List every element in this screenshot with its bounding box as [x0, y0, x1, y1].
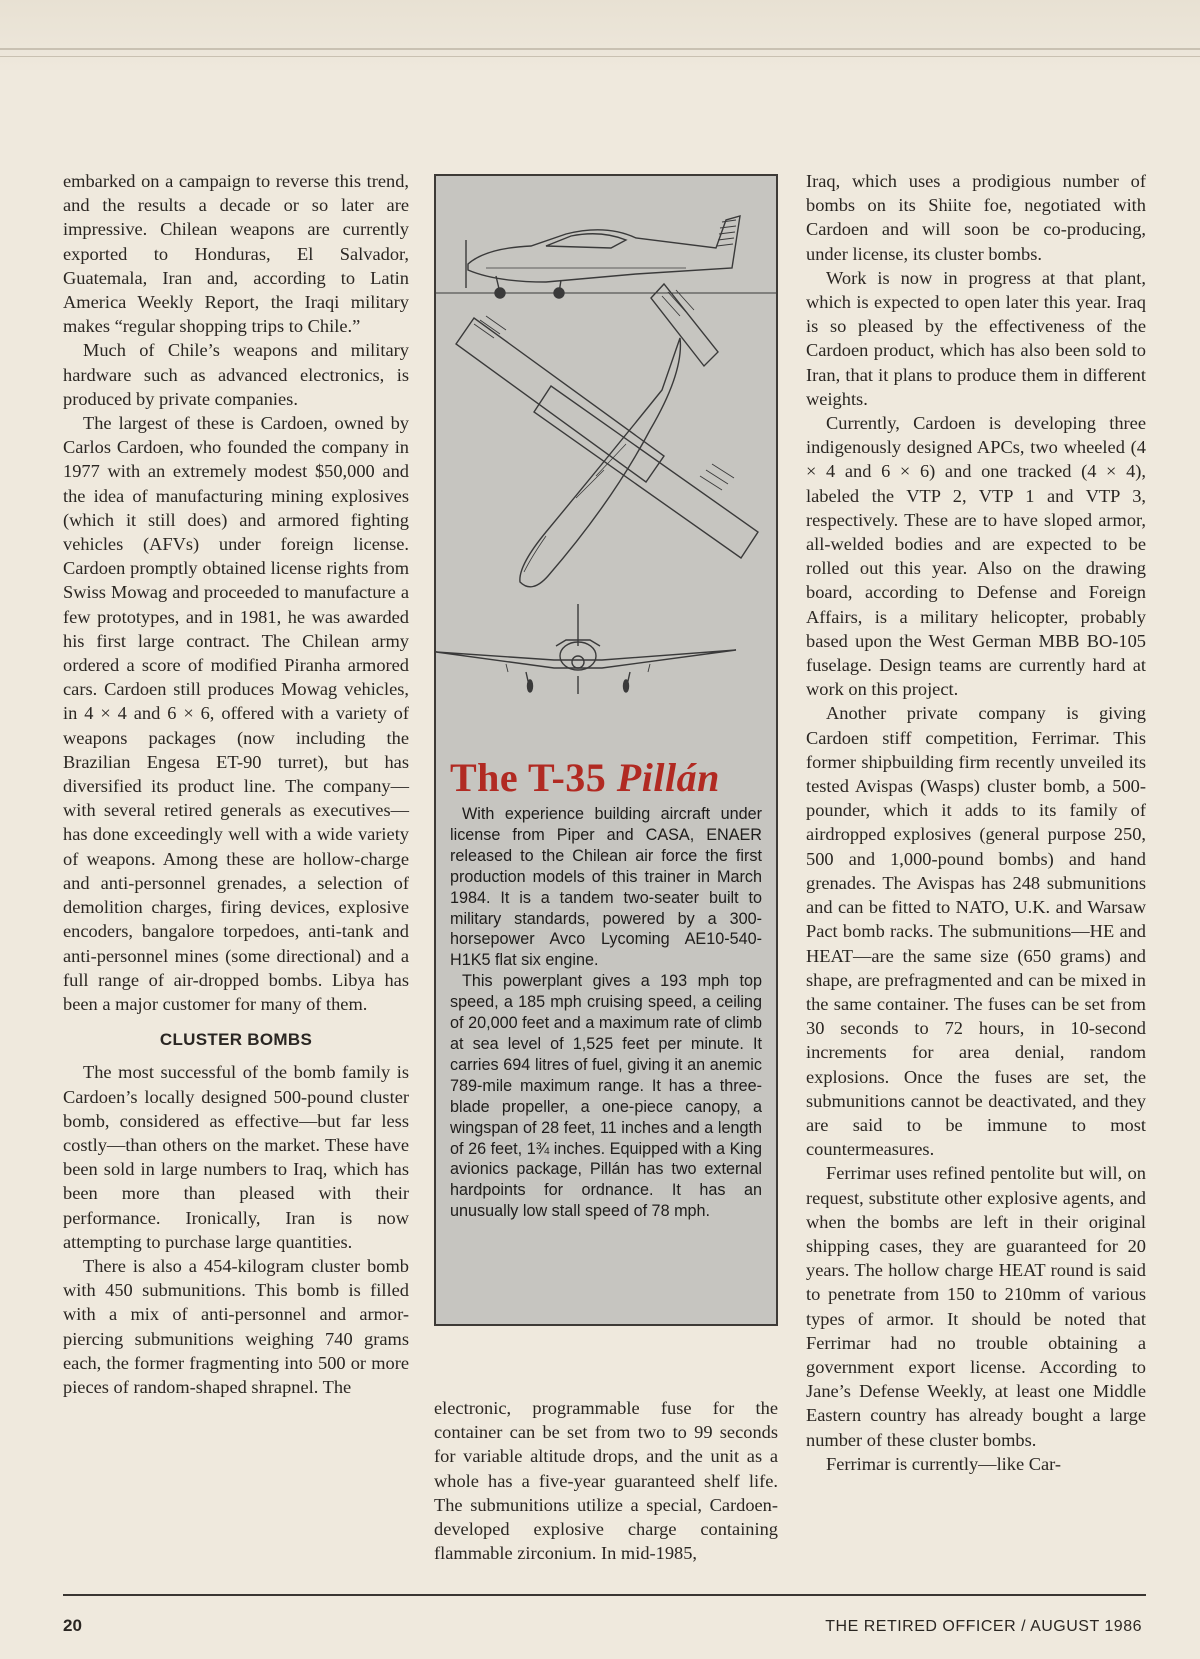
aircraft-drawings: [436, 176, 776, 756]
left-column: [63, 169, 409, 1399]
paragraph: Another private company is giving Cardoen stiff competition, Ferrimar. This former shipbuilding firm recently unveiled its tested Avispas (Wasps) cluster bomb, a 500-pounder, which it adds to its family of airdropped explosives (general purpose 250, 500 and 1,000-pound bombs) and hand grenades. The Avispas has 248 submunitions and can be fitted to NATO, U.K. and Warsaw Pact bomb racks. The submunitions—HE and HEAT—are the same size (650 grams) and shape, are prefragmented and can be mixed in the same container. The fuses can be set from 30 seconds to 72 hours, in 10-second increments for area denial, random explosions. Once the fuses are set, the submunitions cannot be deactivated, and they are said to be immune to most countermeasures.: [806, 703, 1146, 1160]
sidebar-title-italic: Pillán: [616, 755, 720, 800]
top-rule-thin: [0, 56, 1200, 57]
paragraph: Iraq, which uses a prodigious number of bombs on its Shiite foe, negotiated with Cardoen and will soon be co-producing, under license, its cluster bombs.: [806, 171, 1146, 264]
paragraph: Currently, Cardoen is developing three indigenously designed APCs, two wheeled (4 × 4 and 6 × 6) and one tracked (4 × 4), labeled the VTP 2, VTP 1 and VTP 3, respectively. These are to have sloped armor, all-welded bodies and are expected to be rolled out this year. Also on the drawing board, according to Defense and Foreign Affairs, is a military helicopter, probably based upon the West German MBB BO-105 fuselage. Design teams are currently hard at work on this project.: [806, 413, 1146, 700]
paragraph: This powerplant gives a 193 mph top speed, a 185 mph cruising speed, a ceiling of 20,000 feet and a maximum rate of climb at sea level of 1,525 feet per minute. It carries 694 litres of fuel, giving it an anemic 789-mile maximum range. It has a three-blade propeller, a one-piece canopy, a wingspan of 28 feet, 11 inches and a length of 26 feet, 1¾ inches. Equipped with a King avionics package, Pillán has two external hardpoints for ordnance. It has an unusually low stall speed of 78 mph.: [450, 972, 762, 1221]
page-number: 20: [63, 1616, 82, 1635]
publication-info: THE RETIRED OFFICER / AUGUST 1986: [825, 1618, 1142, 1635]
paragraph: Much of Chile’s weapons and military hardware such as advanced electronics, is produced by private companies.: [63, 340, 409, 409]
right-column: [806, 169, 1146, 1476]
paragraph: Ferrimar uses refined pentolite but will, on request, substitute other explosive agents, and when the bombs are left in their original shipping cases, they are guaranteed for 20 years. The hollow charge HEAT round is said to penetrate from 150 to 210mm of various types of armor. It should be noted that Ferrimar had no trouble obtaining a government export license. According to Jane’s Defense Weekly, at least one Middle Eastern country has already bought a large number of these cluster bombs.: [806, 1163, 1146, 1450]
paragraph: With experience building aircraft under license from Piper and CASA, ENAER released to the Chilean air force the first production models of this trainer in March 1984. It is a tandem two-seater built to military standards, powered by a 300-horsepower Avco Lycoming AE10-540-H1K5 flat six engine.: [450, 805, 762, 970]
sidebar-title: [450, 754, 770, 801]
paragraph: Work is now in progress at that plant, which is expected to open later this year. Iraq is so pleased by the effectiveness of the Cardoen product, which has also been sold to Iran, that it plans to produce them in different weights.: [806, 267, 1146, 409]
sidebar-body: [450, 804, 762, 1222]
aircraft-side-view: [436, 216, 776, 298]
sidebar-box: [434, 174, 778, 1326]
middle-column: [434, 1396, 778, 1565]
paragraph: The most successful of the bomb family is Cardoen’s locally designed 500-pound cluster bomb, considered as effective—but far less costly—than others on the market. These have been sold in large numbers to Iraq, which has been more than pleased with their performance. Ironically, Iran is now attempting to purchase large quantities.: [63, 1062, 409, 1252]
paragraph: electronic, programmable fuse for the container can be set from two to 99 seconds for variable altitude drops, and the unit as a whole has a five-year guaranteed shelf life. The submunitions utilize a special, Cardoen-developed explosive charge containing flammable zirconium. In mid-1985,: [434, 1398, 778, 1564]
paragraph: Ferrimar is currently—like Car-: [826, 1453, 1062, 1474]
top-rule: [0, 48, 1200, 50]
paragraph: There is also a 454-kilogram cluster bomb with 450 submunitions. This bomb is filled with a mix of anti-personnel and armor-piercing submunitions weighing 740 grams each, the former fragmenting into 500 or more pieces of random-shaped shrapnel. The: [63, 1255, 409, 1397]
page-top-band: [0, 0, 1200, 70]
paragraph: The largest of these is Cardoen, owned by Carlos Cardoen, who founded the company in 1977 with an extremely modest $50,000 and the idea of manufacturing mining explosives (which it still does) and armored fighting vehicles (AFVs) under foreign license. Cardoen promptly obtained license rights from Swiss Mowag and proceeded to manufacture a few prototypes, and in 1981, he was awarded his first large contract. The Chilean army ordered a score of modified Piranha armored cars. Cardoen still produces Mowag vehicles, in 4 × 4 and 6 × 6, offered with a variety of weapons packages (now including the Brazilian Engesa ET-90 turret), but has diversified its product line. The company—with several retired generals as executives—has done exceedingly well with a wide variety of weapons. Among these are hollow-charge and anti-personnel grenades, a selection of demolition charges, firing devices, explosive encoders, bangalore torpedoes, anti-tank and anti-personnel mines (some directional) and a full range of air-dropped bombs. Libya has been a major customer for many of them.: [63, 413, 409, 1014]
section-heading: CLUSTER BOMBS: [159, 1030, 313, 1050]
aircraft-top-view: [456, 284, 758, 587]
aircraft-front-view: [436, 604, 736, 694]
footer-rule: [63, 1594, 1146, 1596]
sidebar-title-prefix: The T-35: [450, 755, 617, 800]
paragraph: embarked on a campaign to reverse this trend, and the results a decade or so later are impressive. Chilean weapons are currently exported to Honduras, El Salvador, Guatemala, Iran and, according to Latin America Weekly Report, the Iraqi military makes “regular shopping trips to Chile.”: [63, 171, 409, 337]
